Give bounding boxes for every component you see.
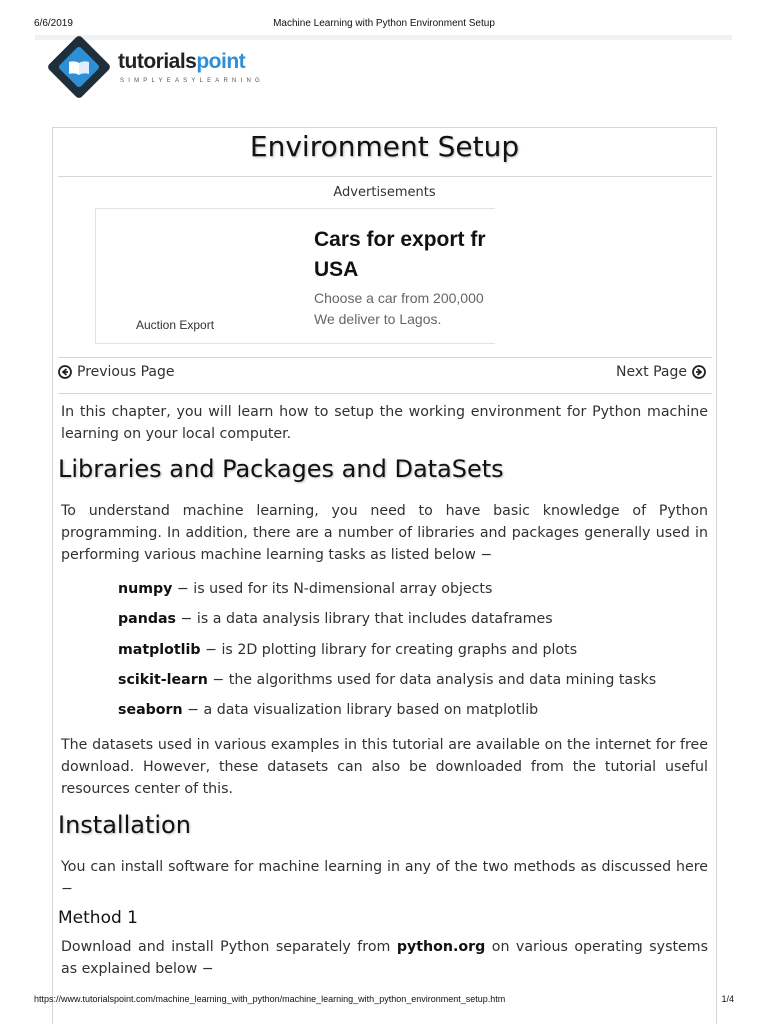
list-item [118, 608, 656, 638]
book-icon [68, 60, 90, 76]
next-page-link[interactable] [616, 364, 706, 380]
datasets-paragraph: The datasets used in various examples in this tutorial are available on the internet for free download. However, these datasets can also be downloaded from the tutorial useful resources center of this. [61, 737, 708, 797]
list-item [118, 669, 656, 699]
method1-paragraph [61, 936, 708, 980]
intro-paragraph: In this chapter, you will learn how to setup the working environment for Python machine learning on your local computer. [61, 404, 708, 442]
library-name: scikit-learn [118, 671, 208, 688]
next-page-label: Next Page [616, 364, 687, 380]
ads-label: Advertisements [333, 185, 436, 200]
library-list [118, 578, 656, 729]
logo-word-a: tutorials [118, 50, 197, 73]
arrow-right-circle-icon [692, 365, 706, 379]
ad-desc-line1: Choose a car from 200,000 [314, 290, 484, 306]
library-desc: − the algorithms used for data analysis and data mining tasks [207, 671, 657, 688]
library-name: pandas [118, 611, 177, 628]
python-org-link[interactable]: python.org [396, 939, 486, 955]
page-title: Environment Setup [249, 130, 520, 163]
ad-desc-line2: We deliver to Lagos. [314, 311, 442, 327]
site-logo[interactable] [52, 38, 292, 108]
print-header [0, 0, 768, 36]
library-name: seaborn [118, 702, 183, 719]
previous-page-label: Previous Page [77, 364, 175, 380]
library-desc: − a data visualization library based on matplotlib [182, 702, 539, 719]
installation-paragraph: You can install software for machine learning in any of the two methods as discussed here − [61, 859, 708, 897]
libraries-paragraph: To understand machine learning, you need to have basic knowledge of Python programming. In addition, there are a number of libraries and packages generally used in performing various machine learning tasks as listed below − [61, 503, 708, 563]
method1-heading: Method 1 [58, 908, 138, 928]
print-url: https://www.tutorialspoint.com/machine_learning_with_python/machine_learning_with_python_environment_setup.htm [34, 994, 506, 1004]
nav-bottom-divider [58, 393, 712, 394]
arrow-left-circle-icon [58, 365, 72, 379]
ad-headline[interactable] [314, 225, 495, 285]
ad-headline-line1: Cars for export fr [314, 228, 486, 251]
ad-description [314, 288, 495, 330]
installation-heading: Installation [58, 811, 191, 839]
title-divider [58, 176, 712, 177]
library-name: matplotlib [118, 641, 201, 658]
logo-wordmark [118, 50, 245, 74]
library-desc: − is 2D plotting library for creating graphs and plots [200, 641, 578, 658]
list-item [118, 639, 656, 669]
page-count: 1/4 [721, 994, 734, 1004]
method1-text-post: on various operating systems as explained below − [61, 939, 708, 977]
print-date: 6/6/2019 [34, 18, 73, 29]
print-title: Machine Learning with Python Environment Setup [273, 18, 495, 29]
ad-banner[interactable] [95, 208, 495, 344]
library-desc: − is a data analysis library that includes dataframes [176, 611, 553, 628]
library-name: numpy [118, 581, 173, 597]
list-item [118, 699, 656, 729]
libraries-heading: Libraries and Packages and DataSets [58, 455, 504, 483]
method1-text-pre: Download and install Python separately from [61, 939, 397, 955]
nav-top-divider [58, 357, 712, 358]
previous-page-link[interactable] [58, 364, 175, 380]
ad-brand: Auction Export [136, 318, 215, 332]
ad-headline-line2: USA [314, 258, 359, 281]
library-desc: − is used for its N-dimensional array objects [172, 581, 493, 597]
logo-word-b: point [196, 50, 246, 73]
list-item [118, 578, 656, 608]
logo-tagline: SIMPLYEASYLEARNING [120, 78, 264, 84]
